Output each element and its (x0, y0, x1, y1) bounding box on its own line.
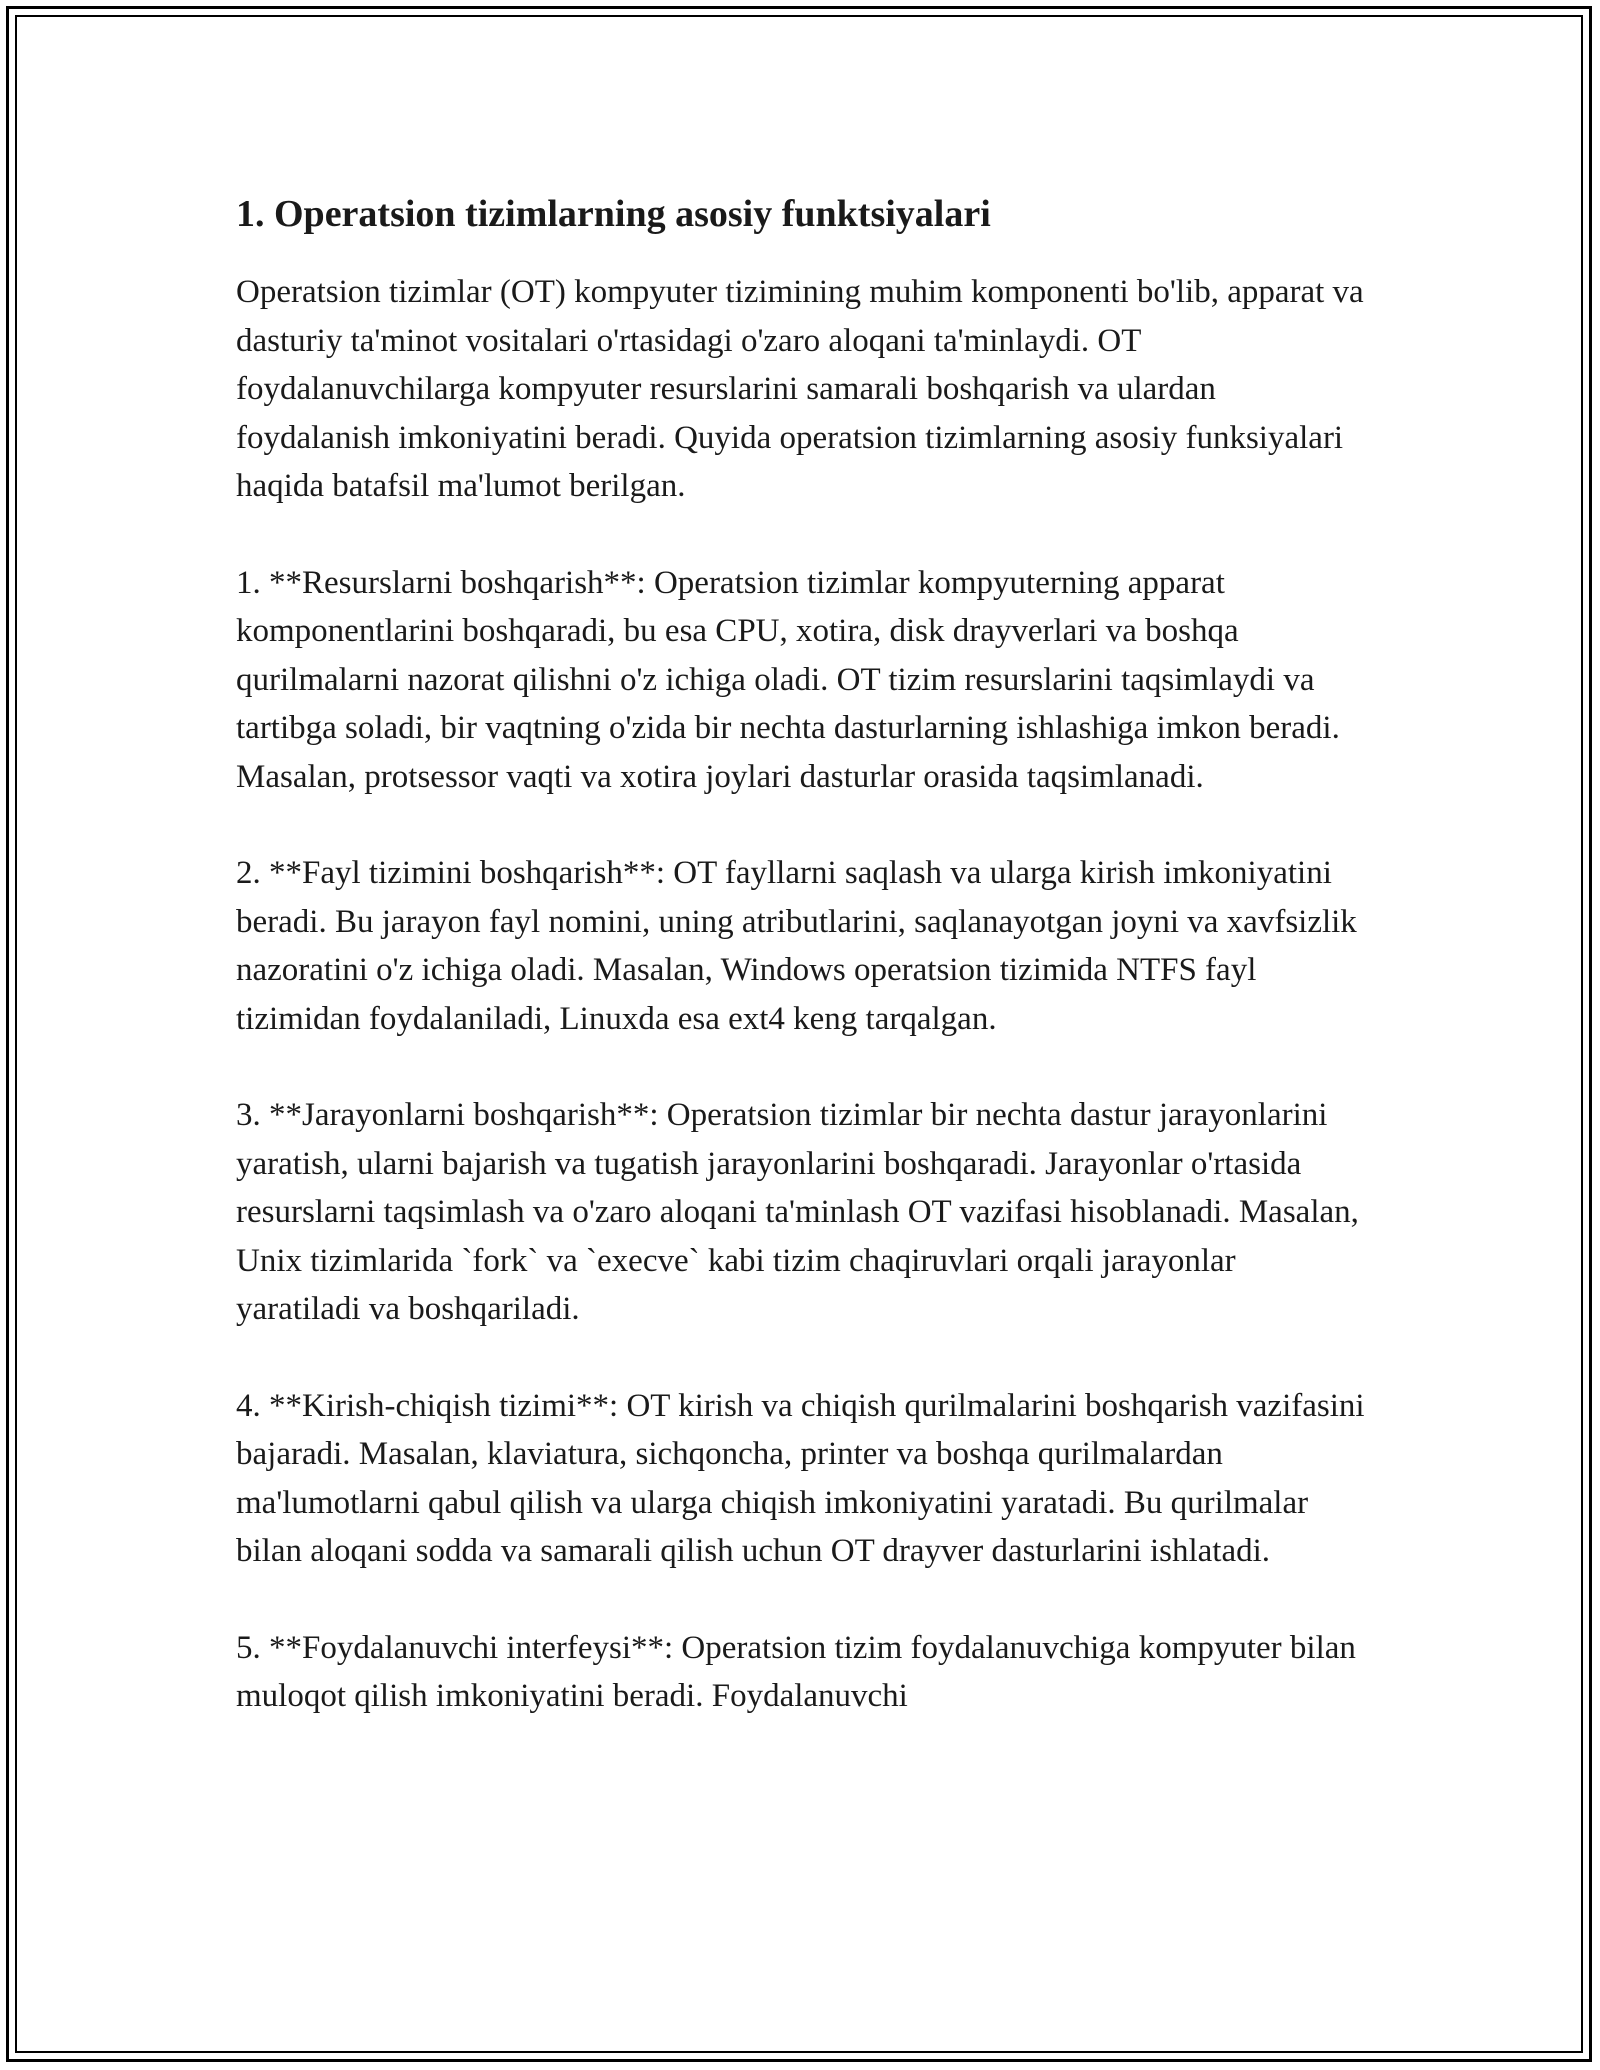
item-input-output: 4. **Kirish-chiqish tizimi**: OT kirish va chiqish qurilmalarini boshqarish vazifasini bajaradi. Masalan, klaviatura, sichqoncha, printer va boshqa qurilmalardan ma'lumotlarni qabul qilish va ularga chiqish imkoniyatini yaratadi. Bu qurilmalar bilan aloqani sodda va samarali qilish uchun OT drayver dasturlarini ishlatadi. (236, 1387, 1365, 1569)
section-heading: 1. Operatsion tizimlarning asosiy funktsiyalari (236, 193, 991, 235)
item-user-interface: 5. **Foydalanuvchi interfeysi**: Operatsion tizim foydalanuvchiga kompyuter bilan muloqot qilish imkoniyatini beradi. Foydalanuvchi (236, 1629, 1356, 1714)
item-resource-management: 1. **Resurslarni boshqarish**: Operatsion tizimlar kompyuterning apparat komponentlarini boshqaradi, bu esa CPU, xotira, disk drayverlari va boshqa qurilmalarni nazorat qilishni o'z ichiga oladi. OT tizim resurslarini taqsimlaydi va tartibga soladi, bir vaqtning o'zida bir nechta dasturlarning ishlashiga imkon beradi. Masalan, protsessor vaqti va xotira joylari dasturlar orasida taqsimlanadi. (236, 564, 1340, 795)
document-body (236, 186, 1366, 1769)
item-process-management: 3. **Jarayonlarni boshqarish**: Operatsion tizimlar bir nechta dastur jarayonlarini yaratish, ularni bajarish va tugatish jarayonlarini boshqaradi. Jarayonlar o'rtasida resurslarni taqsimlash va o'zaro aloqani ta'minlash OT vazifasi hisoblanadi. Masalan, Unix tizimlarida `fork` va `execve` kabi tizim chaqiruvlari orqali jarayonlar yaratiladi va boshqariladi. (236, 1097, 1359, 1327)
item-file-system: 2. **Fayl tizimini boshqarish**: OT fayllarni saqlash va ularga kirish imkoniyatini beradi. Bu jarayon fayl nomini, uning atributlarini, saqlanayotgan joyni va xavfsizlik nazoratini o'z ichiga oladi. Masalan, Windows operatsion tizimida NTFS fayl tizimidan foydalaniladi, Linuxda esa ext4 keng tarqalgan. (236, 855, 1357, 1037)
intro-paragraph: Operatsion tizimlar (OT) kompyuter tizimining muhim komponenti bo'lib, apparat va dasturiy ta'minot vositalari o'rtasidagi o'zaro aloqani ta'minlaydi. OT foydalanuvchilarga kompyuter resurslarini samarali boshqarish va ulardan foydalanish imkoniyatini beradi. Quyida operatsion tizimlarning asosiy funksiyalari haqida batafsil ma'lumot berilgan. (236, 274, 1364, 504)
